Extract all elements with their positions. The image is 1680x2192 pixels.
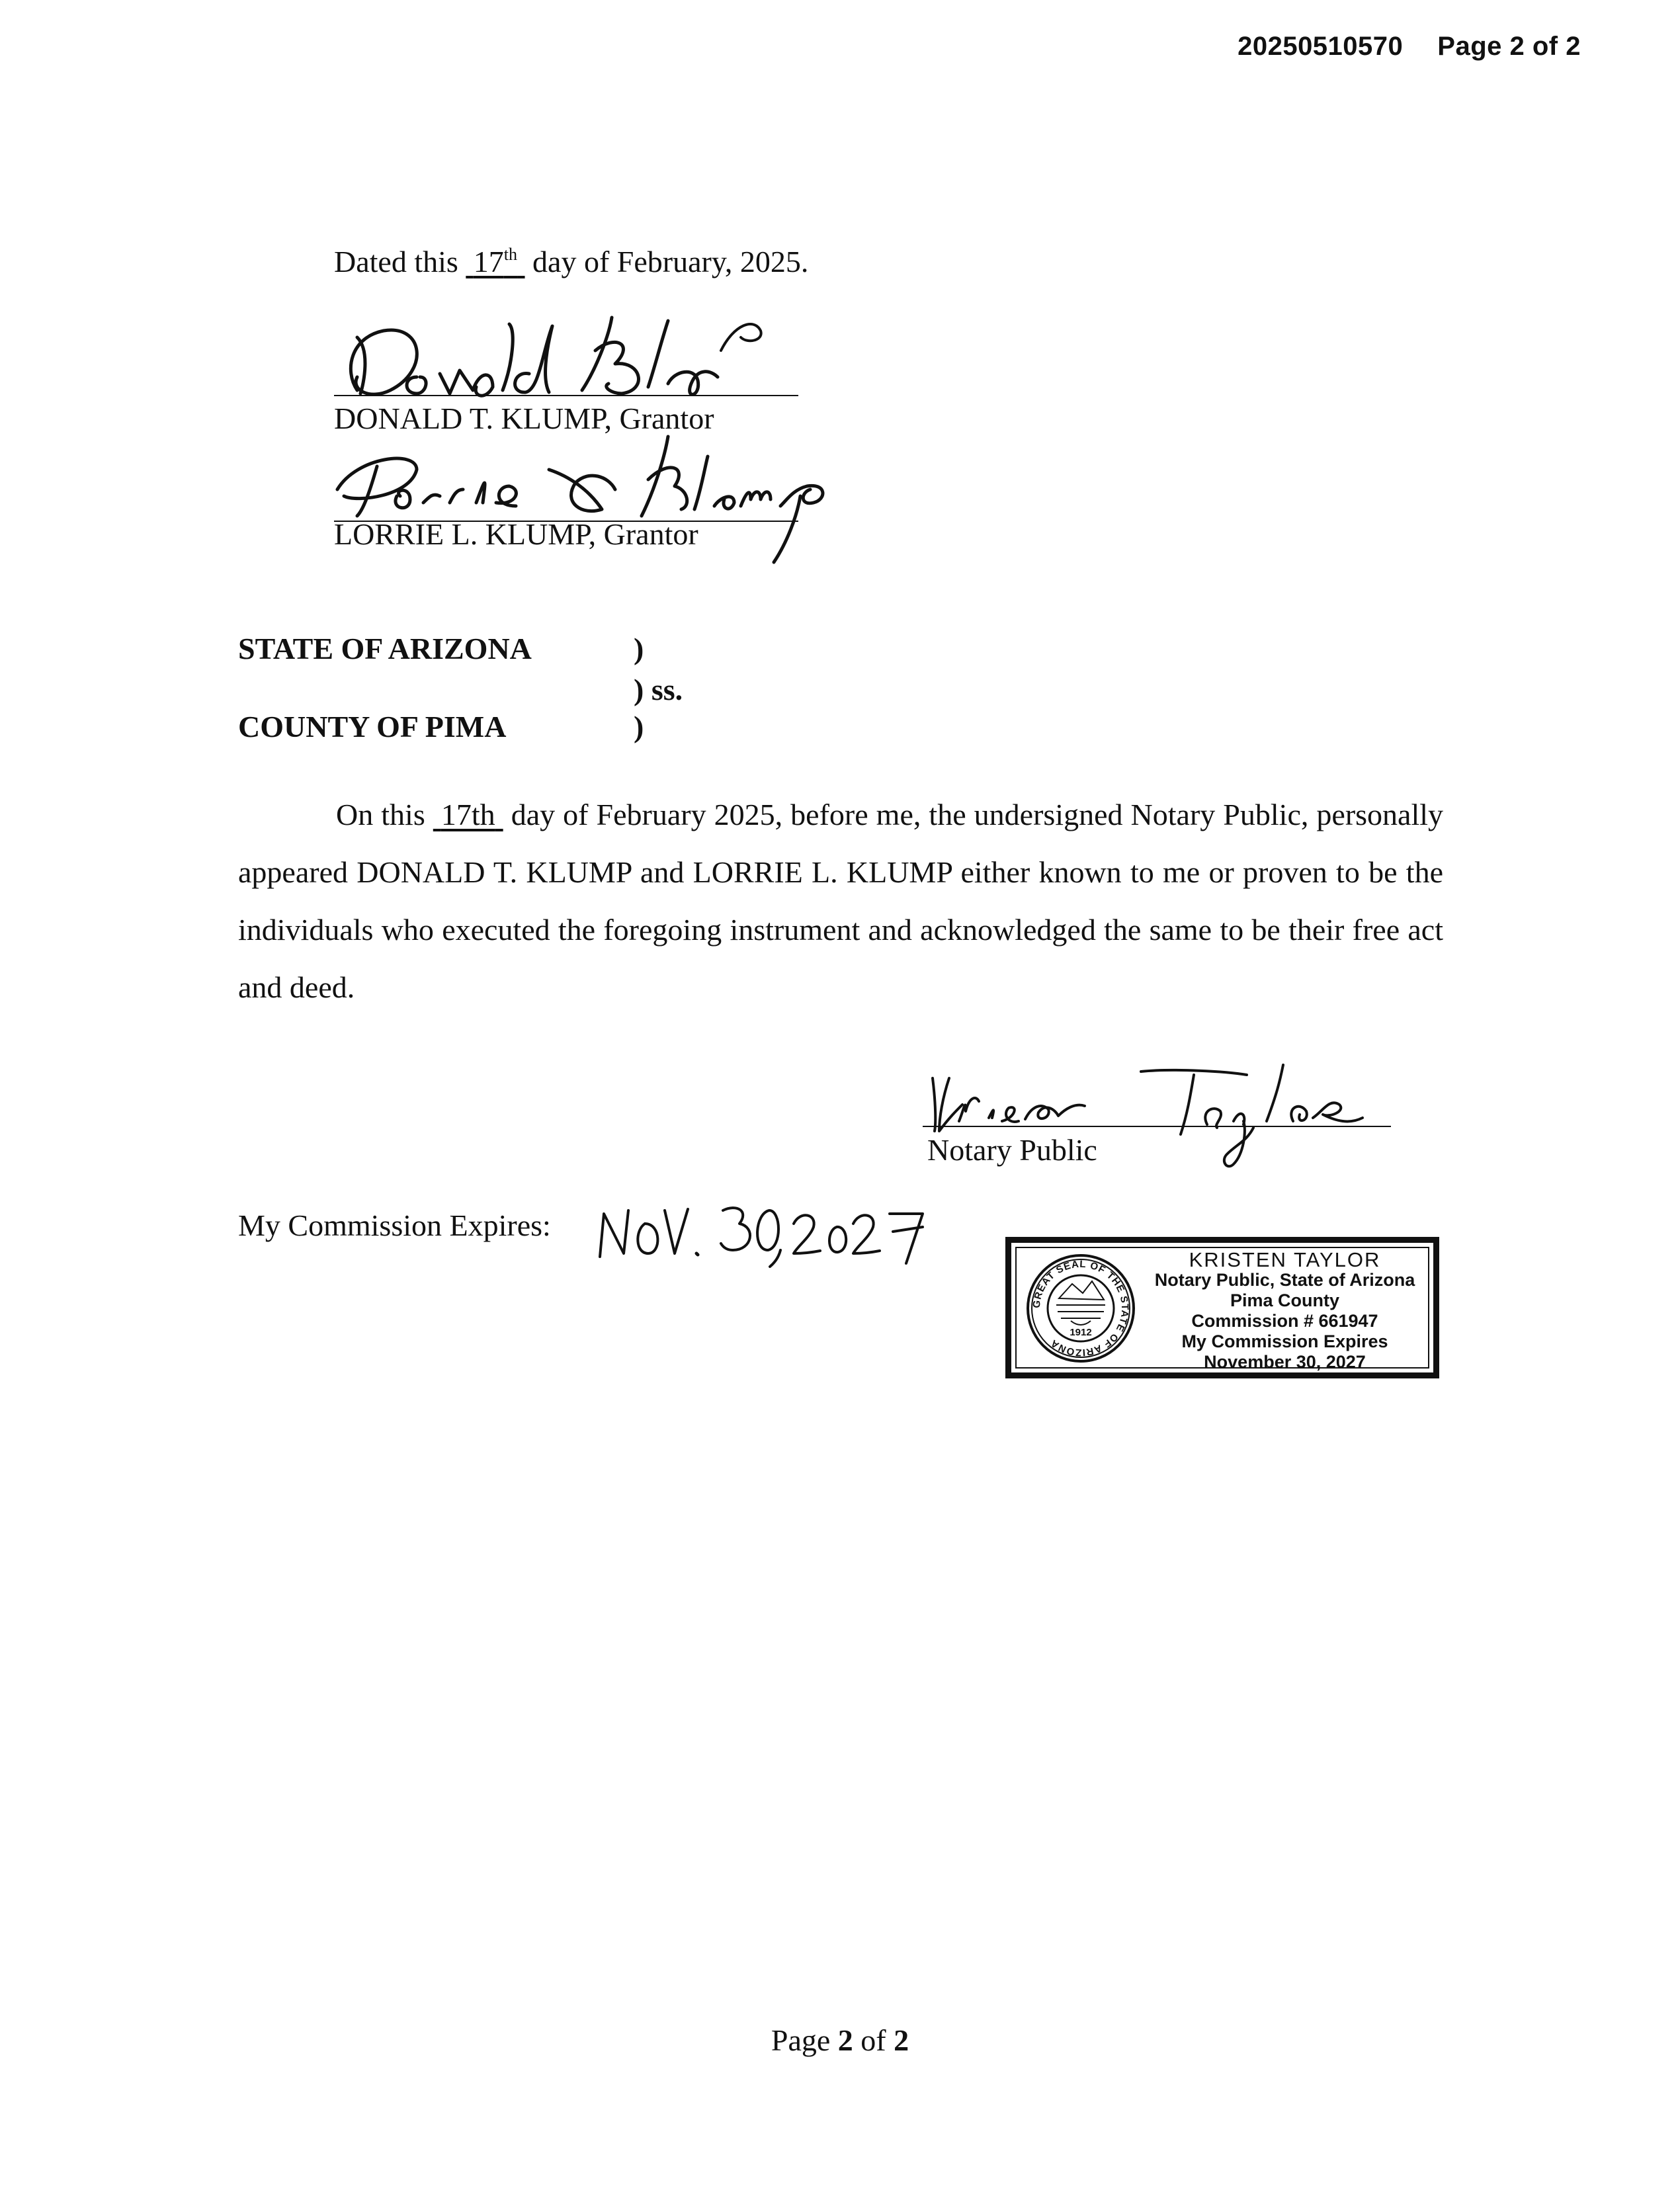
stamp-notary-name: KRISTEN TAYLOR	[1189, 1248, 1381, 1271]
dated-line: Dated this 17th day of February, 2025.	[334, 245, 809, 278]
notary-caption: Notary Public	[927, 1133, 1097, 1167]
grantor-1-signature-line	[334, 395, 798, 396]
venue-ss: ) ss.	[634, 673, 683, 706]
grantor-1-caption: DONALD T. KLUMP, Grantor	[334, 401, 714, 435]
footer-current-page: 2	[837, 2023, 853, 2057]
stamp-expires-label: My Commission Expires	[1181, 1331, 1388, 1351]
stamp-expires-date: November 30, 2027	[1204, 1352, 1366, 1372]
stamp-county: Pima County	[1230, 1290, 1340, 1310]
arizona-seal-icon	[1025, 1252, 1137, 1365]
stamp-text-block	[1140, 1249, 1429, 1372]
venue-county: COUNTY OF PIMA	[238, 710, 507, 743]
stamp-title: Notary Public, State of Arizona	[1154, 1270, 1415, 1290]
dated-day: 17th	[473, 245, 518, 278]
footer-total-pages: 2	[894, 2023, 909, 2057]
grantor-2-caption: LORRIE L. KLUMP, Grantor	[334, 517, 698, 551]
notary-signature-line	[923, 1126, 1391, 1127]
stamp-commission-number: Commission # 661947	[1191, 1311, 1378, 1331]
grantor-1-signature	[331, 311, 807, 417]
svg-text:GREAT SEAL OF THE STATE OF ARI: GREAT SEAL OF THE STATE OF ARIZONA	[1030, 1258, 1131, 1359]
venue-paren-2: )	[634, 710, 644, 743]
page-indicator: Page 2 of 2	[1437, 32, 1581, 61]
commission-label: My Commission Expires:	[238, 1208, 551, 1242]
venue-paren-1: )	[634, 632, 644, 665]
svg-text:1912: 1912	[1070, 1327, 1092, 1338]
document-number: 20250510570	[1238, 32, 1404, 61]
commission-handwritten-date	[592, 1191, 949, 1270]
document-header	[1238, 32, 1581, 62]
acknowledgment-paragraph: On this 17th day of February 2025, before me, the undersigned Notary Public, personally appeared DONALD T. KLUMP and LORRIE L. KLUMP either known to me or proven to be the individuals who executed the foregoing instrument and acknowledged the same to be their free act and deed.	[238, 798, 1444, 1004]
page-footer: Page 2 of 2	[771, 2023, 909, 2057]
acknowledgment-day: 17th	[441, 798, 495, 831]
notary-stamp	[1005, 1237, 1439, 1378]
venue-state: STATE OF ARIZONA	[238, 632, 532, 665]
